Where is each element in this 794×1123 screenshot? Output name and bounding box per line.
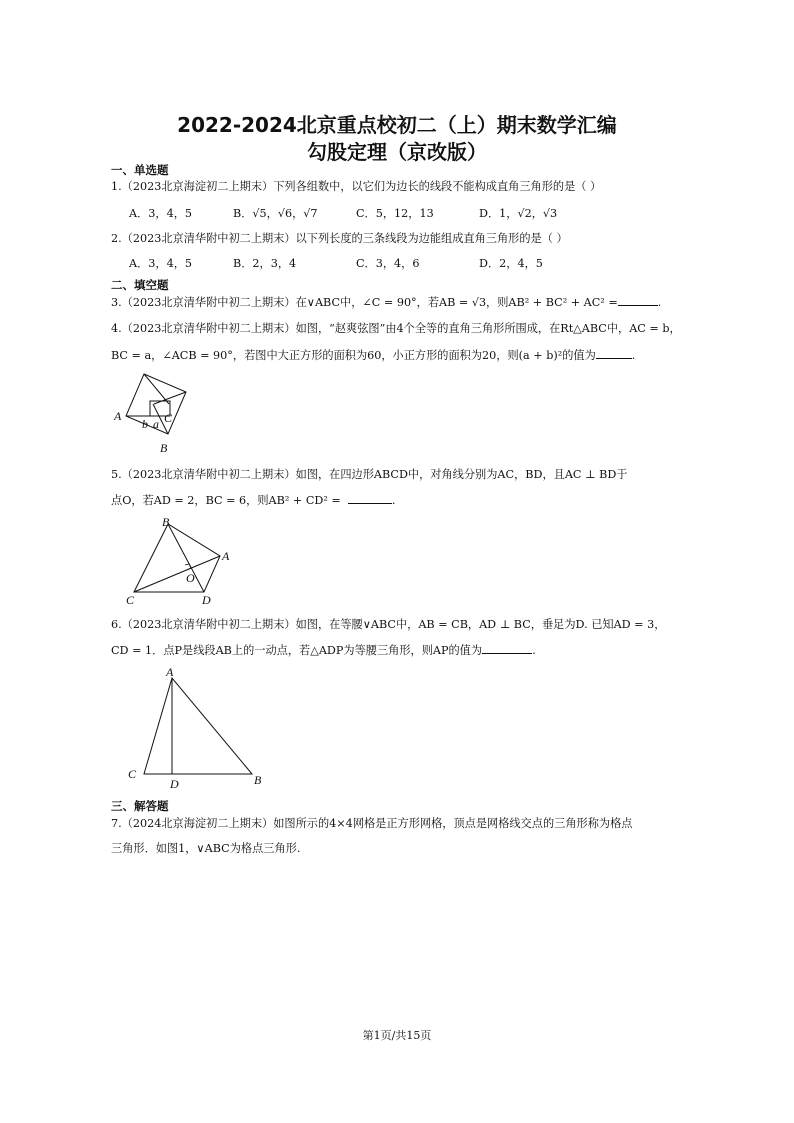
q4-label-b-vertex: B <box>160 441 168 455</box>
q5-text: 点O，若AD = 2，BC = 6，则AB² + CD² = <box>111 494 341 507</box>
section-single-choice: 一、单选题 <box>111 163 169 177</box>
page-subtitle: 勾股定理（京改版） <box>307 140 487 164</box>
q5-answer-blank <box>348 493 392 504</box>
q6-triangle-abc <box>144 678 252 774</box>
q5-line1: 5.（2023北京清华附中初二上期末）如图，在四边形ABCD中，对角线分别为AC，BD，且AC ⊥ BD于 <box>111 468 628 481</box>
q7-line1: 7.（2024北京海淀初二上期末）如图所示的4×4网格是正方形网格，顶点是网格线交点的三角形称为格点 <box>111 817 633 830</box>
q5-diagonal-ac <box>134 556 220 592</box>
q2-option-b: B．2，3，4 <box>233 257 297 270</box>
q5-label-c: C <box>126 593 135 607</box>
q3-text: 3.（2023北京清华附中初二上期末）在∨ABC中，∠C = 90°，若AB = √3，则AB² + BC² + AC² = <box>111 296 618 309</box>
q1-option-d: D．1，√2，√3 <box>479 207 558 220</box>
q6-line2: CD = 1．点P是线段AB上的一动点，若△ADP为等腰三角形，则AP的值为 . <box>111 644 536 657</box>
q4-line1: 4.（2023北京清华附中初二上期末）如图，“赵爽弦图”由4个全等的直角三角形所围成，在Rt△ABC中，AC = b， <box>111 322 681 335</box>
q6-label-d: D <box>170 777 179 791</box>
q4-label-a-vertex: A <box>114 409 122 423</box>
q5-label-b: B <box>162 515 170 529</box>
q6-label-a: A <box>166 665 174 679</box>
q5-line2: 点O，若AD = 2，BC = 6，则AB² + CD² = . <box>111 494 396 507</box>
section-fill-blank: 二、填空题 <box>111 278 169 292</box>
q5-figure-quadrilateral <box>122 514 242 610</box>
q4-label-c-vertex: C <box>164 411 173 425</box>
q2-stem: 2.（2023北京清华附中初二上期末）以下列长度的三条线段为边能组成直角三角形的是（ ） <box>111 232 568 245</box>
section-answer: 三、解答题 <box>111 799 169 813</box>
page-title: 2022-2024北京重点校初二（上）期末数学汇编 <box>177 113 617 137</box>
q6-figure-triangle <box>122 664 272 792</box>
q4-text: BC = a，∠ACB = 90°，若图中大正方形的面积为60，小正方形的面积为20，则(a + b)²的值为 <box>111 349 596 362</box>
q3-stem: 3.（2023北京清华附中初二上期末）在∨ABC中，∠C = 90°，若AB = √3，则AB² + BC² + AC² = . <box>111 296 662 309</box>
q6-line1: 6.（2023北京清华附中初二上期末）如图，在等腰∨ABC中，AB = CB，AD ⊥ BC，垂足为D. 已知AD = 3， <box>111 618 666 631</box>
q6-label-b: B <box>254 773 262 787</box>
q2-option-d: D．2，4，5 <box>479 257 543 270</box>
q6-text: CD = 1．点P是线段AB上的一动点，若△ADP为等腰三角形，则AP的值为 <box>111 644 483 657</box>
q7-line2: 三角形．如图1，∨ABC为格点三角形. <box>111 842 301 855</box>
q4-label-b-side: b <box>142 417 148 431</box>
q6-answer-blank <box>482 643 532 654</box>
page-footer: 第1页/共15页 <box>362 1029 432 1042</box>
q1-option-a: A．3，4，5 <box>129 207 192 220</box>
q6-label-c: C <box>128 767 137 781</box>
q4-line2: BC = a，∠ACB = 90°，若图中大正方形的面积为60，小正方形的面积为20，则(a + b)²的值为 . <box>111 349 636 362</box>
q5-quadrilateral-abcd <box>134 524 220 592</box>
q5-label-d: D <box>202 593 211 607</box>
q2-option-c: C．3，4，6 <box>356 257 420 270</box>
q1-stem: 1.（2023北京海淀初二上期末）下列各组数中，以它们为边长的线段不能构成直角三角形的是（ ） <box>111 180 602 193</box>
q2-option-a: A．3，4，5 <box>129 257 192 270</box>
q1-option-c: C．5，12，13 <box>356 207 434 220</box>
q5-label-o: O <box>186 571 195 585</box>
q4-answer-blank <box>596 348 632 359</box>
q5-label-a: A <box>222 549 230 563</box>
q1-option-b: B．√5，√6，√7 <box>233 207 318 220</box>
q3-answer-blank <box>618 295 658 306</box>
q4-label-a-side: a <box>153 417 159 431</box>
q4-figure-zhao-shuang-diagram <box>108 368 198 456</box>
